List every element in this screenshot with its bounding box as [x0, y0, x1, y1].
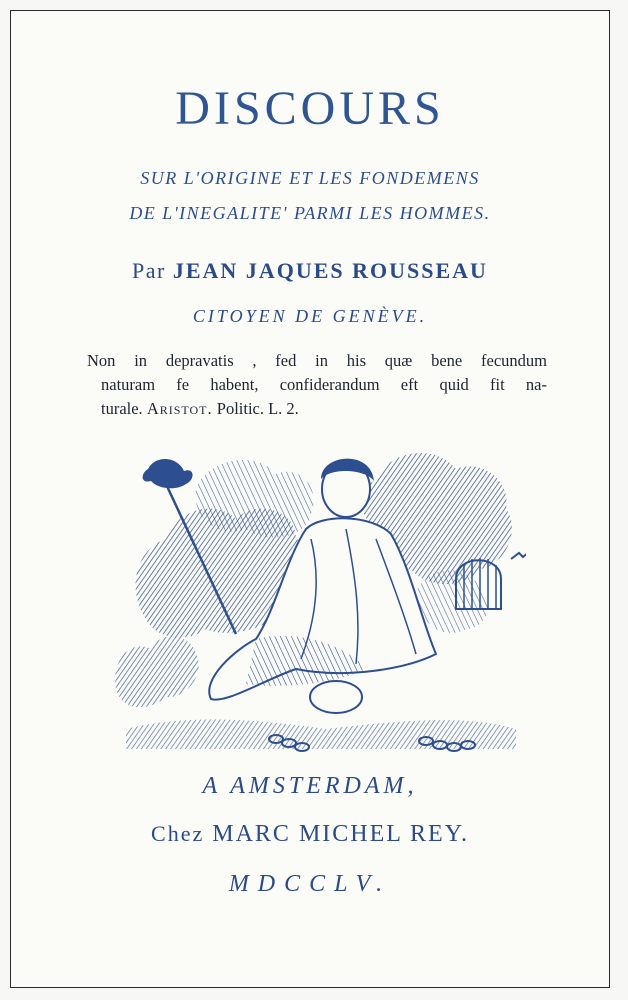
subtitle-line-1: SUR L'ORIGINE ET LES FONDEMENS — [140, 168, 480, 188]
frontispiece-engraving — [106, 429, 526, 764]
epigraph — [87, 349, 547, 421]
author-line — [11, 258, 609, 284]
subtitle-line-2: DE L'INEGALITE' PARMI LES HOMMES. — [129, 203, 491, 223]
imprint-place: A AMSTERDAM, — [202, 773, 418, 799]
epigraph-source: Aristot. — [146, 399, 213, 418]
epigraph-line-3 — [87, 397, 547, 421]
title-page — [10, 10, 610, 988]
epigraph-line-2: naturam fe habent, confiderandum eft quid fit na- — [101, 375, 547, 394]
author-prefix: Par — [132, 258, 166, 283]
imprint-publisher-line — [11, 821, 609, 848]
ground-and-chains — [126, 681, 516, 751]
publisher-prefix: Chez — [151, 821, 205, 846]
epigraph-line-3-text: turale. — [101, 399, 143, 418]
epigraph-line-1: Non in depravatis , fed in his quæ bene fecundum — [87, 351, 547, 370]
book-title: DISCOURS — [175, 82, 445, 135]
author-citizenship: CITOYEN DE GENÈVE. — [192, 306, 428, 326]
publisher-name: MARC MICHEL REY. — [212, 821, 469, 847]
imprint-year: MDCCLV. — [228, 871, 392, 897]
author-name: JEAN JAQUES ROUSSEAU — [172, 258, 488, 283]
epigraph-reference: Politic. L. 2. — [216, 399, 299, 418]
